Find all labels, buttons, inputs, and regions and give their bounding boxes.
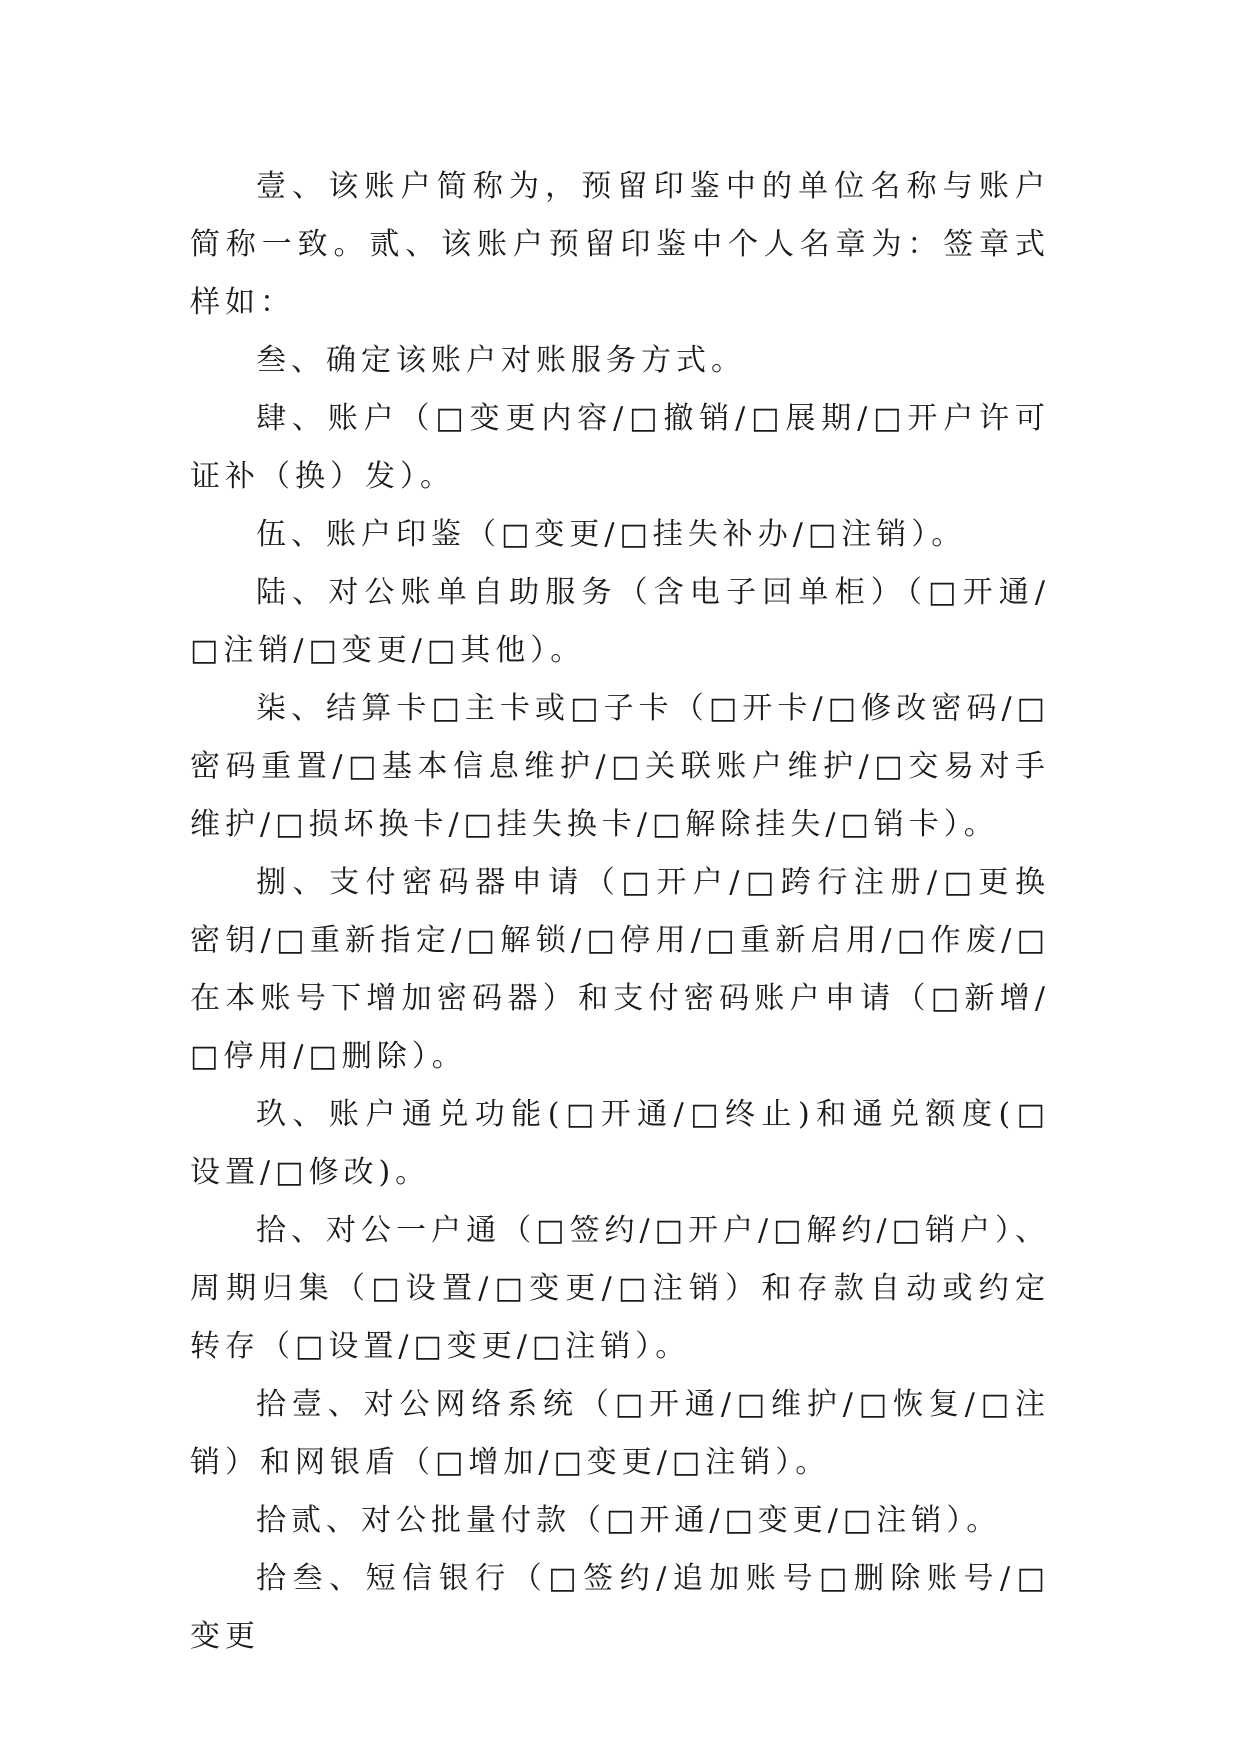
paragraph-2: 叁、确定该账户对账服务方式。 — [256, 343, 746, 378]
paragraph-7: 捌、支付密码器申请（□开户/□跨行注册/□更换密钥/□重新指定/□解锁/□停用/□重新启用/□作废/□在本账号下增加密码器）和支付密码账户申请（□新增/□停用/□删除）。 — [190, 865, 1050, 1074]
paragraph-3: 肆、账户（□变更内容/□撤销/□展期/□开户许可证补（换）发）。 — [190, 401, 1050, 494]
document-body — [190, 158, 1050, 1666]
paragraph-4: 伍、账户印鉴（□变更/□挂失补办/□注销）。 — [256, 517, 967, 552]
paragraph-11: 拾贰、对公批量付款（□开通/□变更/□注销）。 — [256, 1503, 1002, 1538]
paragraph-1: 壹、该账户简称为，预留印鉴中的单位名称与账户简称一致。贰、该账户预留印鉴中个人名章为：签章式样如： — [190, 169, 1050, 320]
paragraph-5: 陆、对公账单自助服务（含电子回单柜）（□开通/□注销/□变更/□其他）。 — [190, 575, 1050, 668]
paragraph-6: 柒、结算卡□主卡或□子卡（□开卡/□修改密码/□密码重置/□基本信息维护/□关联账户维护/□交易对手维护/□损坏换卡/□挂失换卡/□解除挂失/□销卡）。 — [190, 691, 1050, 842]
paragraph-8: 玖、账户通兑功能(□开通/□终止)和通兑额度(□设置/□修改)。 — [190, 1097, 1050, 1190]
paragraph-12: 拾叁、短信银行（□签约/追加账号□删除账号/□变更 — [190, 1561, 1050, 1654]
paragraph-10: 拾壹、对公网络系统（□开通/□维护/□恢复/□注销）和网银盾（□增加/□变更/□注销）。 — [190, 1387, 1050, 1480]
paragraph-9: 拾、对公一户通（□签约/□开户/□解约/□销户）、周期归集（□设置/□变更/□注销）和存款自动或约定转存（□设置/□变更/□注销）。 — [190, 1213, 1050, 1364]
